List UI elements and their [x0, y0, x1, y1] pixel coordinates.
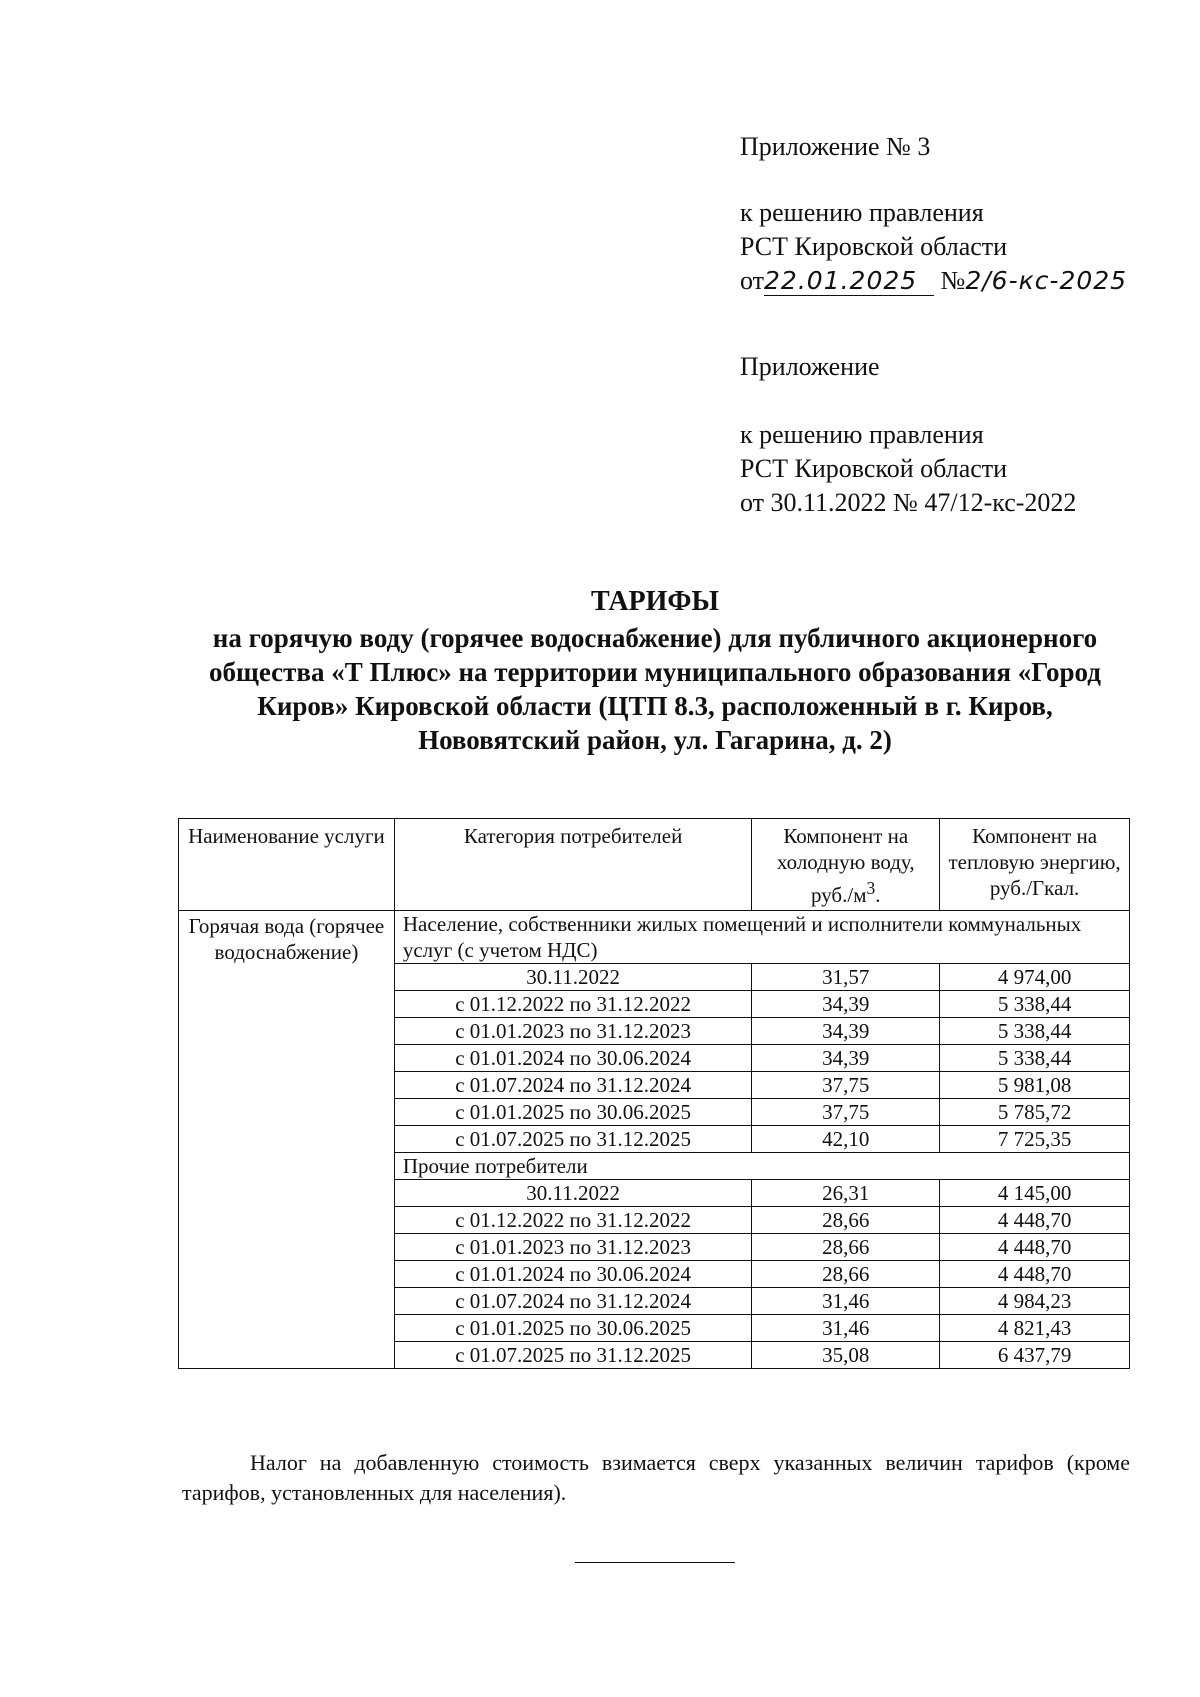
title-line: Киров» Кировской области (ЦТП 8.3, расположенный в г. Киров, — [257, 691, 1053, 721]
document-title — [180, 585, 1130, 757]
thermal-cell: 5 338,44 — [940, 991, 1130, 1018]
cold-water-cell: 28,66 — [752, 1261, 940, 1288]
cold-water-cell: 42,10 — [752, 1126, 940, 1153]
period-cell: 30.11.2022 — [394, 964, 751, 991]
period-cell: с 01.12.2022 по 31.12.2022 — [394, 991, 751, 1018]
appendix-org: РСТ Кировской области — [740, 232, 1008, 261]
period-cell: с 01.01.2024 по 30.06.2024 — [394, 1261, 751, 1288]
cold-water-cell: 31,46 — [752, 1288, 940, 1315]
cold-water-cell: 37,75 — [752, 1072, 940, 1099]
footer-divider — [575, 1562, 735, 1563]
cold-water-cell: 34,39 — [752, 1045, 940, 1072]
period-cell: с 01.07.2025 по 31.12.2025 — [394, 1342, 751, 1369]
thermal-cell: 5 785,72 — [940, 1099, 1130, 1126]
appendix-date-line — [740, 264, 1127, 298]
handwritten-date: 22.01.2025 — [764, 267, 934, 296]
prior-appendix-from-line: от 30.11.2022 № 47/12-кс-2022 — [740, 488, 1077, 517]
thermal-cell: 4 984,23 — [940, 1288, 1130, 1315]
period-cell: с 01.01.2025 по 30.06.2025 — [394, 1099, 751, 1126]
prior-appendix-decision-block — [740, 418, 1076, 520]
category-label: Прочие потребители — [394, 1153, 1129, 1180]
appendix-title: Приложение № 3 — [740, 132, 931, 161]
table-body — [179, 911, 1130, 1369]
title-line: Нововятский район, ул. Гагарина, д. 2) — [418, 725, 892, 755]
period-cell: с 01.07.2024 по 31.12.2024 — [394, 1288, 751, 1315]
cold-water-cell: 37,75 — [752, 1099, 940, 1126]
period-cell: с 01.01.2023 по 31.12.2023 — [394, 1234, 751, 1261]
prior-appendix-block — [740, 350, 880, 384]
period-cell: 30.11.2022 — [394, 1180, 751, 1207]
appendix-block — [740, 130, 930, 164]
table-header-row — [179, 819, 1130, 911]
prior-appendix-title: Приложение — [740, 352, 880, 381]
title-line: общества «Т Плюс» на территории муниципального образования «Город — [209, 657, 1101, 687]
thermal-cell: 7 725,35 — [940, 1126, 1130, 1153]
thermal-cell: 6 437,79 — [940, 1342, 1130, 1369]
thermal-cell: 4 145,00 — [940, 1180, 1130, 1207]
prior-appendix-org: РСТ Кировской области — [740, 454, 1008, 483]
period-cell: с 01.12.2022 по 31.12.2022 — [394, 1207, 751, 1234]
thermal-cell: 5 981,08 — [940, 1072, 1130, 1099]
thermal-cell: 4 974,00 — [940, 964, 1130, 991]
category-label: Население, собственники жилых помещений и исполнители коммунальных услуг (с учетом НДС) — [394, 911, 1129, 964]
cold-water-cell: 28,66 — [752, 1207, 940, 1234]
period-cell: с 01.07.2025 по 31.12.2025 — [394, 1126, 751, 1153]
thermal-cell: 4 448,70 — [940, 1234, 1130, 1261]
header-service: Наименование услуги — [179, 819, 395, 911]
header-cold-water: Компонент на холодную воду, $руб./м^3$. — [752, 819, 940, 911]
appendix-from-prefix: от — [740, 266, 765, 295]
cold-water-cell: 34,39 — [752, 1018, 940, 1045]
appendix-to-decision: к решению правления — [740, 198, 984, 227]
service-name: Горячая вода (горячее водоснабжение) — [179, 911, 395, 1369]
appendix-number-prefix: № — [940, 266, 966, 295]
tariffs-table — [178, 818, 1130, 1369]
cold-water-cell: 34,39 — [752, 991, 940, 1018]
thermal-cell: 5 338,44 — [940, 1045, 1130, 1072]
header-thermal: Компонент на тепловую энергию, руб./Гкал. — [940, 819, 1130, 911]
appendix-decision-block — [740, 196, 1127, 298]
title-line: на горячую воду (горячее водоснабжение) для публичного акционерного — [212, 623, 1098, 653]
thermal-cell: 4 448,70 — [940, 1261, 1130, 1288]
cold-water-cell: 35,08 — [752, 1342, 940, 1369]
cold-water-cell: 31,46 — [752, 1315, 940, 1342]
vat-note: Налог на добавленную стоимость взимается сверх указанных величин тарифов (кроме тарифов, установленных для населения). — [182, 1450, 1130, 1505]
category-row — [179, 911, 1130, 964]
thermal-cell: 5 338,44 — [940, 1018, 1130, 1045]
prior-appendix-to-decision: к решению правления — [740, 420, 984, 449]
cold-water-cell: 31,57 — [752, 964, 940, 991]
header-category: Категория потребителей — [394, 819, 751, 911]
period-cell: с 01.01.2025 по 30.06.2025 — [394, 1315, 751, 1342]
period-cell: с 01.07.2024 по 31.12.2024 — [394, 1072, 751, 1099]
cold-water-cell: 26,31 — [752, 1180, 940, 1207]
period-cell: с 01.01.2023 по 31.12.2023 — [394, 1018, 751, 1045]
period-cell: с 01.01.2024 по 30.06.2024 — [394, 1045, 751, 1072]
cold-water-cell: 28,66 — [752, 1234, 940, 1261]
thermal-cell: 4 448,70 — [940, 1207, 1130, 1234]
title-main: ТАРИФЫ — [591, 586, 719, 617]
handwritten-number: 2/6-кс-2025 — [965, 266, 1128, 295]
thermal-cell: 4 821,43 — [940, 1315, 1130, 1342]
